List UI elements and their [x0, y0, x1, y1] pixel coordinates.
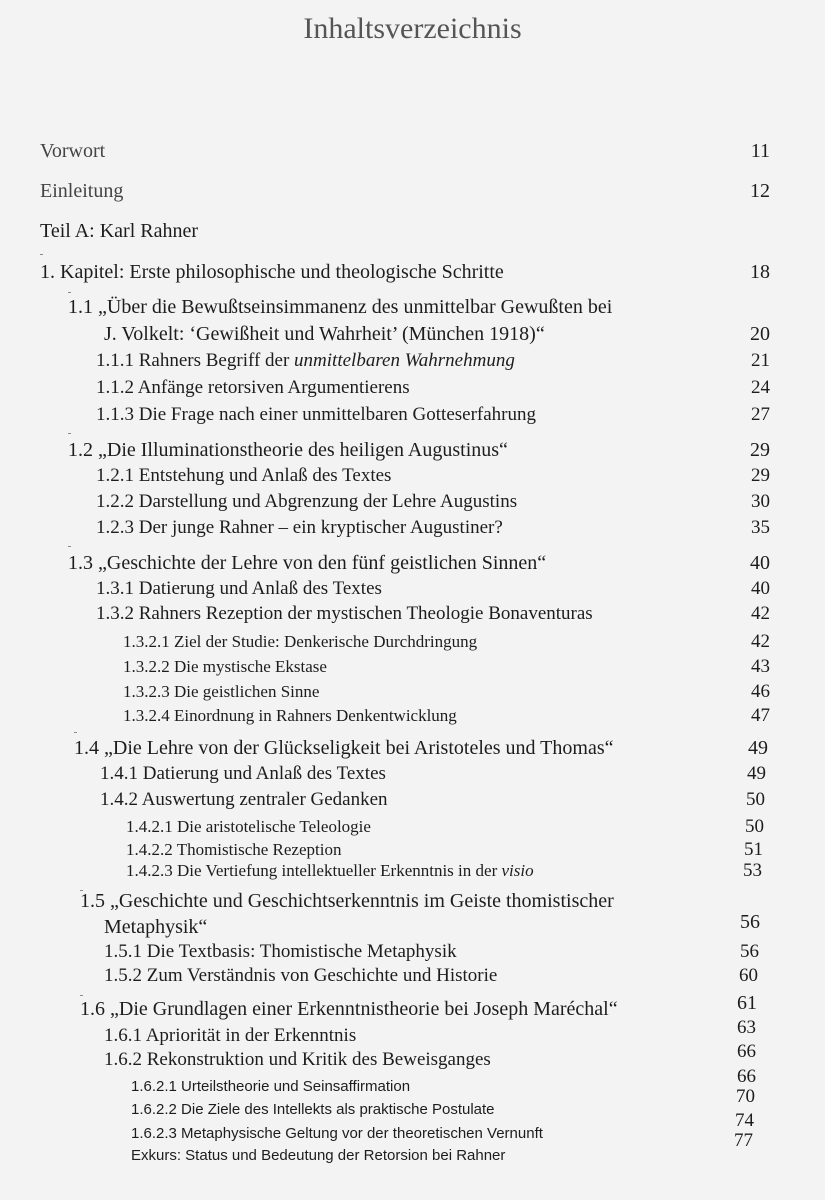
toc-entry — [96, 350, 770, 372]
toc-entry-label: Teil A: Karl Rahner — [40, 220, 198, 242]
toc-entry — [96, 517, 770, 539]
toc-entry-label: 1.3.2.1 Ziel der Studie: Denkerische Durchdringung — [123, 632, 478, 651]
toc-entry-label: 1.4.2.1 Die aristotelische Teleologie — [126, 817, 371, 836]
toc-entry — [123, 705, 770, 727]
toc-entry-page: 60 — [739, 965, 758, 986]
toc-entry-label: 1. Kapitel: Erste philosophische und theologische Schritte — [40, 261, 504, 283]
toc-entry — [131, 1110, 754, 1144]
toc-entry-label: Einleitung — [40, 180, 124, 202]
toc-entry — [68, 552, 770, 575]
toc-entry-page: 40 — [750, 552, 770, 574]
toc-entry-label: 1.2.1 Entstehung und Anlaß des Textes — [96, 465, 392, 486]
toc-entry-page: 30 — [751, 491, 770, 512]
toc-entry — [96, 603, 770, 625]
toc-entry-label: 1.4.2.2 Thomistische Rezeption — [126, 840, 342, 859]
toc-entry-label: J. Volkelt: ‘Gewißheit und Wahrheit’ (München 1918)“ — [104, 323, 545, 345]
divider — [68, 292, 71, 293]
toc-entry-label: 1.6.2.2 Die Ziele des Intellekts als praktische Postulate — [131, 1101, 495, 1118]
toc-entry-page: 18 — [750, 261, 770, 283]
toc-entry — [80, 890, 760, 913]
toc-entry-label: 1.1.3 Die Frage nach einer unmittelbaren Gotteserfahrung — [96, 404, 537, 425]
toc-entry-label: Metaphysik“ — [104, 916, 208, 938]
toc-entry-label: 1.3.2 Rahners Rezeption der mystischen Theologie Bonaventuras — [96, 603, 593, 624]
toc-entry-label: 1.6 „Die Grundlagen einer Erkenntnistheorie bei Joseph Maréchal“ — [80, 998, 618, 1020]
toc-entry — [74, 737, 768, 760]
toc-entry-label: Vorwort — [40, 140, 106, 162]
toc-entry-page: 66 — [737, 1041, 756, 1062]
toc-entry — [104, 1041, 756, 1071]
toc-entry-page: 29 — [751, 465, 770, 486]
toc-entry-continuation — [104, 911, 760, 939]
toc-entry-page: 49 — [748, 737, 768, 759]
toc-entry-page: 35 — [751, 517, 770, 538]
toc-entry-page: 51 — [744, 839, 763, 860]
divider — [68, 433, 71, 434]
toc-entry-page: 49 — [747, 763, 766, 784]
toc-entry-page: 63 — [737, 1017, 756, 1038]
toc-entry — [126, 860, 762, 882]
toc-entry-label: 1.3.1 Datierung und Anlaß des Textes — [96, 578, 382, 599]
toc-entry-page: 42 — [751, 603, 770, 624]
toc-entry-page: 53 — [743, 860, 762, 881]
toc-entry-label: 1.4 „Die Lehre von der Glückseligkeit bei Aristoteles und Thomas“ — [74, 737, 614, 759]
toc-entry-page: 11 — [750, 140, 770, 162]
divider — [80, 995, 83, 996]
toc-entry-label: 1.6.1 Apriorität in der Erkenntnis — [104, 1025, 357, 1046]
toc-entry-page: 56 — [740, 911, 760, 933]
toc-entry — [100, 763, 766, 785]
toc-entry — [96, 491, 770, 513]
toc-entry-page: 43 — [751, 656, 770, 677]
toc-entry-page: 24 — [751, 377, 770, 398]
toc-entry-label: 1.6.2 Rekonstruktion und Kritik des Beweisganges — [104, 1049, 491, 1070]
toc-entry — [123, 681, 770, 703]
toc-entry-label: 1.3 „Geschichte der Lehre von den fünf geistlichen Sinnen“ — [68, 552, 547, 574]
toc-entry-page: 70 — [736, 1086, 755, 1107]
toc-entry — [68, 439, 770, 462]
toc-entry-label: 1.2.2 Darstellung und Abgrenzung der Lehre Augustins — [96, 491, 518, 512]
toc-entry-label: 1.3.2.2 Die mystische Ekstase — [123, 657, 327, 676]
toc-entry-page: 66 — [737, 1066, 756, 1087]
divider — [40, 254, 43, 255]
toc-entry-label: 1.6.2.1 Urteilstheorie und Seinsaffirmation — [131, 1078, 411, 1095]
toc-entry-label: 1.5 „Geschichte und Geschichtserkenntnis im Geiste thomistischer — [80, 890, 614, 912]
toc-entry-label: 1.3.2.3 Die geistlichen Sinne — [123, 682, 320, 701]
toc-entry-label: 1.2 „Die Illuminationstheorie des heiligen Augustinus“ — [68, 439, 508, 461]
toc-entry-label-emphasis: visio — [501, 861, 534, 880]
toc-entry-page: 27 — [751, 404, 770, 425]
toc-entry — [123, 656, 770, 678]
toc-entry — [40, 140, 770, 163]
toc-entry-label: 1.4.2.3 Die Vertiefung intellektueller Erkenntnis in der — [126, 861, 502, 880]
toc-entry-page: 56 — [740, 941, 759, 962]
toc-entry-page: 61 — [737, 992, 757, 1014]
toc-entry-page: 47 — [751, 705, 770, 726]
toc-entry-label: 1.5.2 Zum Verständnis von Geschichte und Historie — [104, 965, 498, 986]
toc-entry-page: 50 — [746, 789, 765, 810]
toc-entry-page: 74 — [735, 1110, 754, 1131]
toc-entry-label: 1.6.2.3 Metaphysische Geltung vor der theoretischen Vernunft — [131, 1125, 543, 1142]
toc-entry — [96, 578, 770, 600]
toc-entry — [80, 992, 757, 1021]
toc-entry — [126, 839, 763, 861]
toc-entry-page: 29 — [750, 439, 770, 461]
page-title: Inhaltsverzeichnis — [303, 12, 522, 45]
toc-entry-page: 20 — [750, 323, 770, 345]
toc-entry-label-emphasis: unmittelbaren Wahrnehmung — [294, 350, 515, 371]
toc-entry — [104, 1017, 756, 1047]
toc-entry-label: 1.4.1 Datierung und Anlaß des Textes — [100, 763, 386, 784]
toc-entry-label: 1.3.2.4 Einordnung in Rahners Denkentwicklung — [123, 706, 457, 725]
toc-entry — [40, 261, 770, 284]
toc-entry-page: 77 — [734, 1130, 753, 1151]
toc-entry-label: Exkurs: Status und Bedeutung der Retorsion bei Rahner — [131, 1147, 506, 1164]
toc-entry-page: 42 — [751, 631, 770, 652]
toc-entry-label: 1.1.1 Rahners Begriff der — [96, 350, 295, 371]
divider — [68, 546, 71, 547]
toc-entry-label: 1.5.1 Die Textbasis: Thomistische Metaphysik — [104, 941, 457, 962]
toc-entry — [40, 220, 770, 243]
toc-entry — [123, 631, 770, 653]
toc-entry-page: 40 — [751, 578, 770, 599]
toc-entry — [68, 296, 770, 319]
toc-entry-label: 1.1 „Über die Bewußtseinsimmanenz des unmittelbar Gewußten bei — [68, 296, 613, 318]
toc-entry-label: 1.1.2 Anfänge retorsiven Argumentierens — [96, 377, 410, 398]
toc-entry-label: 1.2.3 Der junge Rahner – ein kryptischer Augustiner? — [96, 517, 503, 538]
toc-entry — [104, 965, 758, 987]
toc-entry — [104, 941, 759, 963]
toc-entry-page: 50 — [745, 816, 764, 837]
toc-entry — [96, 377, 770, 399]
toc-entry-page: 12 — [750, 180, 770, 202]
toc-entry — [96, 404, 770, 426]
toc-entry-continuation — [104, 323, 770, 346]
toc-entry — [126, 816, 764, 838]
toc-entry-label: 1.4.2 Auswertung zentraler Gedanken — [100, 789, 388, 810]
toc-entry-page: 21 — [751, 350, 770, 371]
divider — [74, 732, 77, 733]
toc-entry — [40, 180, 770, 203]
toc-entry-page: 46 — [751, 681, 770, 702]
toc-entry — [100, 789, 765, 811]
toc-entry — [96, 465, 770, 487]
toc-entry — [131, 1066, 756, 1097]
